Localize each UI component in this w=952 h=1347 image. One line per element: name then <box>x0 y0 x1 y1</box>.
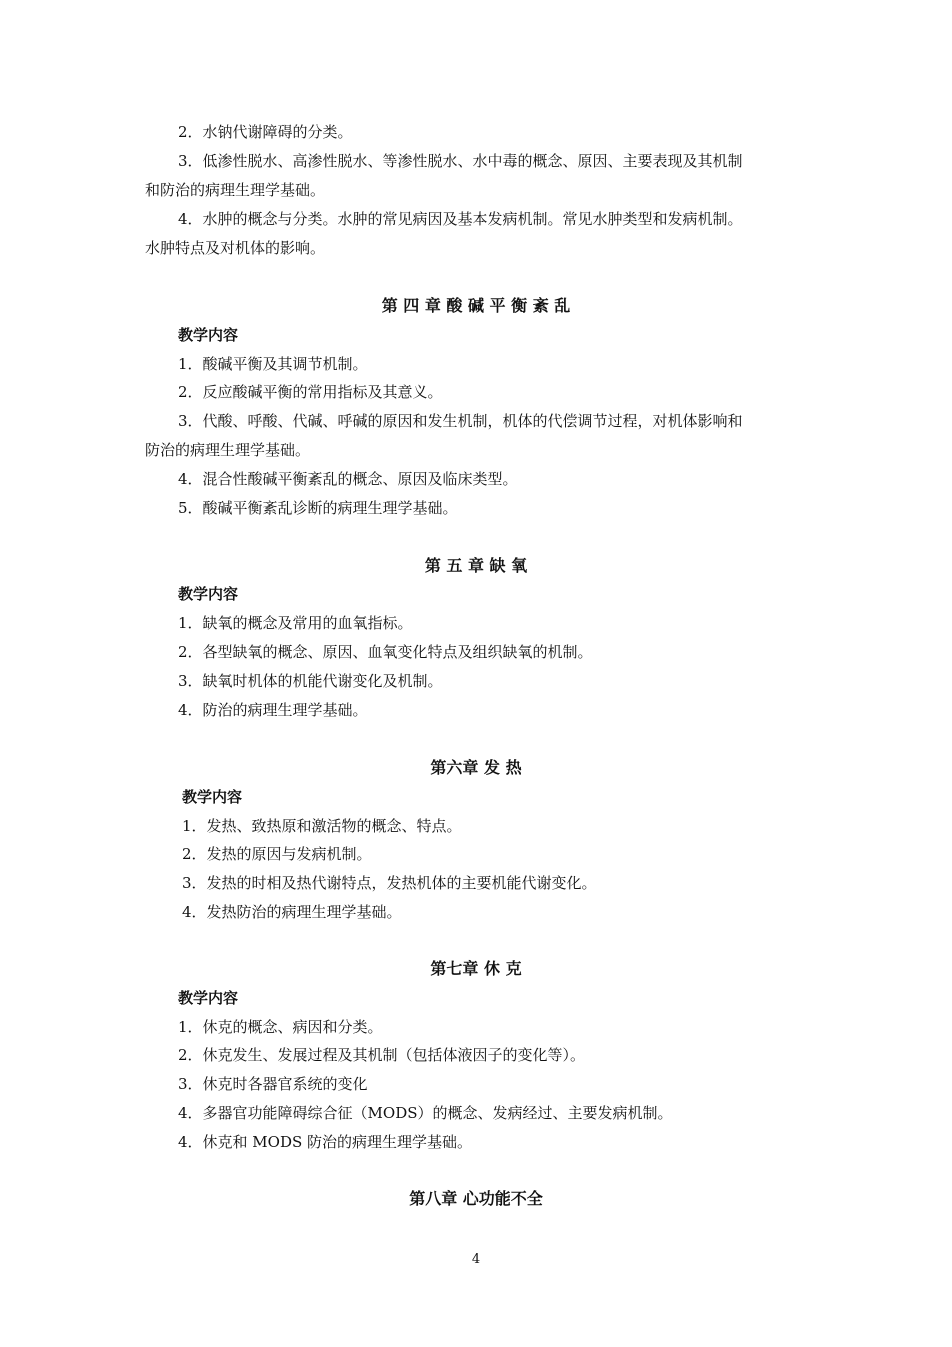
chapter-6-item-1: 1．发热、致热原和激活物的概念、特点。 <box>182 817 462 835</box>
chapter-6-content-label: 教学内容 <box>182 788 243 806</box>
intro-item-3-cont: 和防治的病理生理学基础。 <box>145 181 326 199</box>
chapter-7-item-4: 4．多器官功能障碍综合征（MODS）的概念、发病经过、主要发病机制。 <box>178 1104 673 1122</box>
chapter-7-title: 第七章 休 克 <box>430 959 522 978</box>
chapter-7-item-3: 3．休克时各器官系统的变化 <box>178 1075 368 1093</box>
chapter-4-item-1: 1．酸碱平衡及其调节机制。 <box>178 355 368 373</box>
chapter-4-item-5: 5．酸碱平衡紊乱诊断的病理生理学基础。 <box>178 499 458 517</box>
chapter-6-item-4: 4．发热防治的病理生理学基础。 <box>182 903 402 921</box>
intro-item-4-cont: 水肿特点及对机体的影响。 <box>145 239 326 257</box>
chapter-5-content-label: 教学内容 <box>178 585 239 603</box>
chapter-5-title: 第 五 章 缺 氧 <box>424 556 528 575</box>
chapter-5-item-1: 1．缺氧的概念及常用的血氧指标。 <box>178 614 413 632</box>
chapter-7-item-1: 1．休克的概念、病因和分类。 <box>178 1018 383 1036</box>
chapter-7-item-5: 4．休克和 MODS 防治的病理生理学基础。 <box>178 1133 473 1151</box>
chapter-4-title: 第 四 章 酸 碱 平 衡 紊 乱 <box>381 296 571 315</box>
chapter-4-item-3: 3．代酸、呼酸、代碱、呼碱的原因和发生机制，机体的代偿调节过程，对机体影响和 <box>178 412 743 430</box>
chapter-6-item-2: 2．发热的原因与发病机制。 <box>182 845 372 863</box>
page-number: 4 <box>471 1252 481 1267</box>
chapter-7-content-label: 教学内容 <box>178 989 239 1007</box>
chapter-6-title: 第六章 发 热 <box>430 758 522 777</box>
chapter-4-item-4: 4．混合性酸碱平衡紊乱的概念、原因及临床类型。 <box>178 470 518 488</box>
chapter-6-item-3: 3．发热的时相及热代谢特点，发热机体的主要机能代谢变化。 <box>182 874 597 892</box>
chapter-4-content-label: 教学内容 <box>178 326 239 344</box>
chapter-4-item-3-cont: 防治的病理生理学基础。 <box>145 441 311 459</box>
chapter-7-item-2: 2．休克发生、发展过程及其机制（包括体液因子的变化等）。 <box>178 1046 586 1064</box>
chapter-8-title: 第八章 心功能不全 <box>409 1189 543 1208</box>
intro-item-3: 3．低渗性脱水、高渗性脱水、等渗性脱水、水中毒的概念、原因、主要表现及其机制 <box>178 152 743 170</box>
chapter-5-item-4: 4．防治的病理生理学基础。 <box>178 701 368 719</box>
intro-item-2: 2．水钠代谢障碍的分类。 <box>178 123 353 141</box>
chapter-4-item-2: 2．反应酸碱平衡的常用指标及其意义。 <box>178 383 443 401</box>
intro-item-4: 4．水肿的概念与分类。水肿的常见病因及基本发病机制。常见水肿类型和发病机制。 <box>178 210 743 228</box>
chapter-5-item-3: 3．缺氧时机体的机能代谢变化及机制。 <box>178 672 443 690</box>
chapter-5-item-2: 2．各型缺氧的概念、原因、血氧变化特点及组织缺氧的机制。 <box>178 643 593 661</box>
